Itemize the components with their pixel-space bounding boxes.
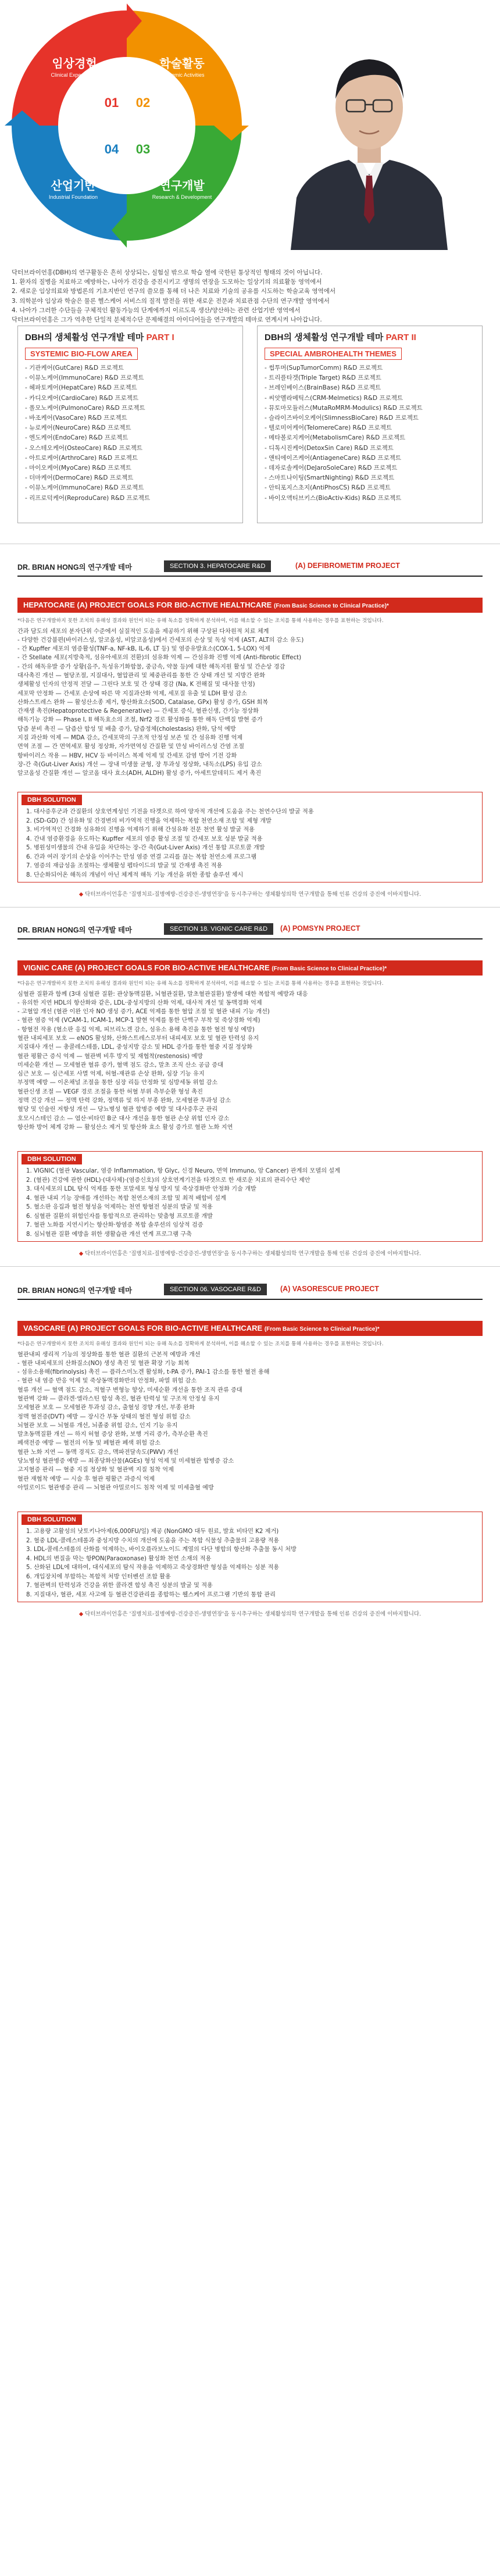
intro-p3: 2. 새로운 임상의료와 방법론의 기초지반인 연구의 쓸모를 통해 더 나은 치료와 기술의 공유를 시도하는 학술교육 영역에서 (12, 288, 336, 295)
project-line: - 간 Kupffer 세포의 염증활성(TNF-a, NF-kB, IL-6, LT 등) 및 염증유발효소(COX-1, 5-LOX) 억제 (17, 646, 270, 653)
project-line: 폐색전증 예방 — 혈전의 이동 및 폐혈관 폐색 위험 감소 (17, 1440, 160, 1447)
section-project: (A) POMSYN PROJECT (280, 924, 360, 932)
theme-item: - 카디오케어(CardioCare) R&D 프로젝트 (25, 394, 235, 403)
project-line: 말초동맥질환 개선 — 하지 허혈 증상 완화, 보행 거리 증가, 측부순환 촉진 (17, 1431, 208, 1438)
theme-item: - 디톡시진케어(DetoxSin Care) R&D 프로젝트 (265, 444, 475, 453)
project-line: 항산화 방어 체계 강화 — 활성산소 제거 및 항산화 효소 활성 증가로 혈관 노화 지연 (17, 1124, 233, 1131)
section-project: (A) VASORESCUE PROJECT (280, 1285, 379, 1293)
theme-item: - 오스테오케어(OsteoCare) R&D 프로젝트 (25, 444, 235, 453)
theme-part1-box (17, 326, 243, 523)
solution-item: 1. 대사증후군과 간질환의 상호연계성인 기전을 타겟으로 하여 양자적 개선에 도움을 주는 천연수단의 발굴 적용 (26, 809, 314, 815)
dbh-solution-box (17, 792, 483, 883)
seg3-sub: Research & Development (152, 194, 212, 200)
theme-item: - 헤파토케어(HepatCare) R&D 프로젝트 (25, 383, 235, 393)
theme-part1-title: DBH의 생체활성 연구개발 테마 PART I (25, 333, 174, 342)
project-line: 혈관신생 조절 — VEGF 경로 조절을 통한 허혈 부위 측부순환 형성 촉진 (17, 1088, 203, 1095)
dbh-solution-list (18, 808, 482, 880)
theme-item: - 폴모노케어(PulmonoCare) R&D 프로젝트 (25, 403, 235, 413)
num-03: 03 (135, 142, 151, 156)
hero-section (0, 0, 500, 324)
project-note: *다음은 연구개발하지 못한 조치의 유해성 결과와 원인이 되는 유해 독소를 정확하게 분석하여, 이를 해소할 수 있는 조치를 통해 사용하는 경우를 표현하는 것입니다. (17, 981, 384, 987)
theme-part2-title: DBH의 생체활성 연구개발 테마 PART II (265, 333, 416, 342)
project-line: 아밀로이드 혈관병증 관리 — 뇌혈관 아밀로이드 침착 억제 및 미세출혈 예방 (17, 1484, 214, 1491)
project-body (17, 1341, 483, 1492)
section-header-vasocare (17, 1282, 483, 1300)
dbh-solution-box (17, 1151, 483, 1242)
solution-item: 7. 혈관 노화를 지연시키는 항산화·항염증 복합 솔루션의 임상적 검증 (26, 1222, 203, 1228)
project-line: 알코올성 간질환 개선 — 알코올 대사 효소(ADH, ALDH) 활성 증가, 아세트알데히드 제거 촉진 (17, 770, 262, 777)
solution-item: 5. 혈소판 응집과 혈전 형성을 억제하는 천연 항혈전 성분의 발굴 및 적용 (26, 1204, 213, 1210)
project-line: 당뇨병성 혈관병증 예방 — 최종당화산물(AGEs) 형성 억제 및 미세혈관 합병증 감소 (17, 1458, 234, 1465)
solution-item: 5. 병원성미생물의 간내 유입을 차단하는 장-간 축(Gut-Liver Axis) 개선 통합 프로토콜 개발 (26, 845, 265, 851)
section-header-vignic (17, 922, 483, 939)
theme-item: - 앤티에이즈케어(AntiageneCare) R&D 프로젝트 (265, 453, 475, 463)
project-line: 산화스트레스 완화 — 활성산소종 제거, 항산화효소(SOD, Catalase, GPx) 활성 증가, GSH 회복 (17, 699, 269, 706)
theme-item: - 스마트나이팅(SmartNighting) R&D 프로젝트 (265, 473, 475, 483)
divider (0, 1266, 500, 1267)
project-line: 모세혈관 보호 — 모세혈관 투과성 감소, 출혈성 경향 개선, 부종 완화 (17, 1405, 195, 1412)
section-header-hepatocare (17, 559, 483, 577)
theme-item: - 슬라이즈바이오케어(SlimnessBioCare) R&D 프로젝트 (265, 413, 475, 423)
theme-part2-list (265, 363, 475, 503)
theme-item: - 기관케어(GutCare) R&D 프로젝트 (25, 363, 235, 373)
theme-item: - 뉴로케어(NeuroCare) R&D 프로젝트 (25, 423, 235, 433)
solution-item: 7. 혈관벽의 탄력성과 건강을 위한 콜라겐 합성 촉진 성분의 발굴 및 적용 (26, 1582, 213, 1589)
theme-item: - 이뮤노케어(ImmunoCare) R&D 프로젝트 (25, 483, 235, 493)
project-line: 항바이러스 작용 — HBV, HCV 등 바이러스 복제 억제 및 간세포 감염 방어 기전 강화 (17, 752, 237, 759)
theme-item: - 리프로덕케어(ReproduCare) R&D 프로젝트 (25, 494, 235, 503)
project-line: 혈당 및 인슐린 저항성 개선 — 당뇨병성 혈관 합병증 예방 및 대사증후군 관리 (17, 1106, 218, 1113)
project-line: - 항혈전 작용 (혈소판 응집 억제, 피브리노겐 감소, 섬유소 용해 촉진을 통한 혈전 형성 예방) (17, 1026, 255, 1033)
solution-item: 4. HDL의 변질을 막는 항PON(Paraoxonase) 활성화 천연 소재의 적용 (26, 1555, 212, 1562)
seg1-sub: Clinical Experiences (51, 72, 98, 78)
section-footer: ◆ 닥터브라이언홍은 '질병치료-질병예방-건강증진-생명연장'을 동시추구하는 생체활성의학 연구개발을 통해 인류 건강의 증진에 이바지합니다. (17, 1249, 483, 1257)
dbh-solution-heading: DBH SOLUTION (22, 795, 82, 805)
theme-item: - 안티포지스초지(AntiPhosCS) R&D 프로젝트 (265, 483, 475, 493)
project-line: 지질 과산화 억제 — MDA 감소, 간세포막의 구조적 안정성 보존 및 간 섬유화 진행 억제 (17, 735, 243, 742)
solution-item: 3. LDL-콜레스테롤의 산화를 억제하는, 바이오플라보노이드 계열의 다단 병합의 항산화 추출물 동시 처방 (26, 1546, 297, 1553)
theme-part1-list (25, 363, 235, 503)
project-line: 정맥 건강 개선 — 정맥 탄력 강화, 정맥류 및 하지 부종 완화, 모세혈관 투과성 감소 (17, 1098, 231, 1105)
solution-item: 5. 산화된 LDL에 대하여, 대식세포의 탐식 작용을 억제하고 죽상경화반 형성을 억제하는 성분 적용 (26, 1564, 280, 1571)
intro-text (12, 269, 488, 325)
seg4-title: 산업기반 (51, 180, 96, 192)
project-line: 지질대사 개선 — 총콜레스테롤, LDL, 중성지방 감소 및 HDL 증가를 통한 혈중 지질 정상화 (17, 1044, 253, 1051)
num-02: 02 (135, 95, 151, 110)
section-who: DR. BRIAN HONG의 연구개발 테마 (17, 563, 133, 571)
project-line: 혈관 노화 지연 — 동맥 경직도 감소, 맥파전달속도(PWV) 개선 (17, 1449, 179, 1456)
theme-item: - 뮤토마모듈러스(MutaRoMRM-Modulics) R&D 프로젝트 (265, 403, 475, 413)
solution-item: 1. VIGNIC (혈관 Vascular, 염증 Inflammation, 항 Glyc, 신경 Neuro, 면역 Immuno, 암 Cancer) 관계의 모델의 설계 (26, 1168, 340, 1174)
solution-item: 4. 간내 염증환경을 유도하는 Kupffer 세포의 염증 활성 조절 및 간세포 보호 성분 발굴 적용 (26, 835, 263, 842)
project-line: 세포막 안정화 — 간세포 손상에 따른 막 지질과산화 억제, 세포질 유출 및 LDH 활성 감소 (17, 690, 247, 697)
theme-part2-box (257, 326, 483, 523)
project-line: 대사촉진 개선 — 혈당조절, 지질대사, 혈압관리 및 체중관리를 통한 간 상태 개선 및 지방간 완화 (17, 672, 266, 679)
seg3-title: 연구개발 (159, 180, 205, 192)
intro-p5: 4. 나아가 그러한 수단들을 구체적인 활동가능의 단계에까지 이르도록 생산/양산하는 관련 산업기반 영역에서 (12, 306, 301, 314)
project-note: *다음은 연구개발하지 못한 조치의 유해성 결과와 원인이 되는 유해 독소를 정확하게 분석하여, 이를 해소할 수 있는 조치를 통해 사용하는 경우를 표현하는 것입니다. (17, 1341, 384, 1347)
intro-p4: 3. 의학분야 임상과 학술은 물론 헬스케어 서비스의 질적 발전을 위한 새로운 전문과 치료관점 수단의 연구개발 영역에서 (12, 297, 330, 305)
theme-item: - 엔도케어(EndoCare) R&D 프로젝트 (25, 433, 235, 443)
project-note: *다음은 연구개발하지 못한 조치의 유해성 결과와 원인이 되는 유해 독소를 정확하게 분석하여, 이를 해소할 수 있는 조치를 통해 사용하는 경우를 표현하는 것입니다. (17, 618, 384, 624)
project-line: 생체활성 인자의 안정적 전달 — 그린다 보호 및 간 상태 경감 (Na, K 전해질 및 대사물 안정) (17, 681, 255, 688)
project-line: 담즙 분비 촉진 — 담즙산 합성 및 배출 증가, 담즙정체(cholestasis) 완화, 담석 예방 (17, 726, 236, 733)
theme-part2-subtitle: SPECIAL AMBROHEALTH THEMES (265, 348, 402, 360)
solution-item: 2. (혈관) 건강에 관한 (HDL)·(대사체)·(염증신호)의 상호연계기전을 타겟으로 한 새로운 치료의 관리수단 제안 (26, 1177, 310, 1184)
section-project: (A) DEFIBROMETIM PROJECT (295, 562, 400, 570)
solution-item: 2. (SD-GD) 간 섬유화 및 간경변의 비가역적 진행을 억제하는 복합 천연소재 조합 및 제형 개발 (26, 817, 272, 824)
theme-item: - 바조케어(VasoCare) R&D 프로젝트 (25, 413, 235, 423)
project-line: 혈관 평활근 증식 억제 — 혈관벽 비후 방지 및 재협착(restenosis) 예방 (17, 1053, 203, 1060)
project-body (17, 980, 483, 1132)
solution-item: 4. 혈관 내피 기능 장애를 개선하는 복합 천연소재의 조합 및 최적 배합비 설계 (26, 1195, 226, 1202)
dbh-solution-box (17, 1512, 483, 1602)
theme-item: - 이뮤노케어(ImmunoCare) R&D 프로젝트 (25, 373, 235, 383)
research-themes (17, 326, 483, 535)
theme-item: - 바이오액티브키스(BioActiv-Kids) R&D 프로젝트 (265, 494, 475, 503)
project-line: 혈관 재협착 예방 — 시술 후 혈관 평활근 과증식 억제 (17, 1475, 155, 1482)
project-line: 혈관내피 생리적 기능의 정상화를 통한 혈관 질환의 근본적 예방과 개선 (17, 1351, 201, 1358)
project-line: 미세순환 개선 — 모세혈관 혈류 증가, 혈액 점도 감소, 말초 조직 산소 공급 증대 (17, 1062, 223, 1069)
intro-p1: 닥터브라이언홍(DBH)의 연구활동은 흔히 상상되는, 실험실 밖으로 학습 열에 국한된 통상적인 형태의 것이 아닙니다. (12, 269, 323, 276)
project-line: 호모시스테인 감소 — 엽산·비타민 B군 대사 개선을 통한 혈관 손상 위험 인자 감소 (17, 1115, 230, 1122)
project-line: 혈류 개선 — 혈액 점도 감소, 적혈구 변형능 향상, 미세순환 개선을 통한 조직 관류 증대 (17, 1387, 242, 1394)
project-line: 심근 보호 — 심근세포 사멸 억제, 허혈-재관류 손상 완화, 심장 기능 유지 (17, 1071, 205, 1078)
project-line: 부정맥 예방 — 이온채널 조절을 통한 심장 리듬 안정화 및 심방세동 위험 감소 (17, 1080, 218, 1087)
project-line: - 다양한 건강불편(바이러스성, 알코올성, 비알코올성)에서 간세포의 손상 및 독성 억제 (AST, ALT의 감소 유도) (17, 637, 304, 644)
doctor-portrait-image (273, 23, 465, 250)
solution-item: 6. 간과 여러 장기의 손상을 이어주는 만성 염증 연결 고리를 끊는 복합 천연소재 프로그램 (26, 853, 257, 860)
project-line: - 혈관 내 염증 반응 억제 및 죽상동맥경화반의 안정화, 파열 위험 감소 (17, 1378, 197, 1385)
solution-item: 8. 지질대사, 혈관, 세포 사고에 등 혈관건강관리를 종합하는 웰스케어 프로그램 기반의 통합 관리 (26, 1591, 276, 1598)
project-line: 혈관벽 강화 — 콜라겐·엘라스틴 합성 촉진, 혈관 탄력성 및 구조적 안정성 유지 (17, 1395, 220, 1402)
project-line: 고지혈증 관리 — 혈중 지질 정상화 및 혈관벽 지질 침착 억제 (17, 1467, 174, 1474)
theme-item: - 메타볼로지케어(MetabolismCare) R&D 프로젝트 (265, 433, 475, 443)
num-01: 01 (104, 95, 119, 110)
project-goal-bar: VIGNIC CARE (A) PROJECT GOALS FOR BIO-ACTIVE HEALTHCARE (From Basic Science to Clinical Practice)* (17, 960, 483, 976)
project-line: - 혈관 염증 억제 (VCAM-1, ICAM-1, MCP-1 발현 억제를 통한 단핵구 부착 및 죽상경화 억제) (17, 1017, 260, 1024)
project-lines (17, 1350, 483, 1493)
theme-item: - 아트로케어(ArthroCare) R&D 프로젝트 (25, 453, 235, 463)
section-footer: ◆ 닥터브라이언홍은 '질병치료-질병예방-건강증진-생명연장'을 동시추구하는 생체활성의학 연구개발을 통해 인류 건강의 증진에 이바지합니다. (17, 889, 483, 898)
dbh-solution-list (18, 1527, 482, 1599)
project-line: - 고혈압 개선 (혈관 이완 인자 NO 생성 증가, ACE 억제를 통한 혈압 조절 및 혈관 내피 기능 개선) (17, 1009, 270, 1016)
divider (0, 907, 500, 908)
num-04: 04 (104, 142, 119, 156)
theme-item: - 씨앗멜라메틱스(CRM-Melmetics) R&D 프로젝트 (265, 394, 475, 403)
intro-p2: 1. 환자의 질병을 치료하고 예방하는, 나아가 건강을 증진시키고 생명의 연장을 도모하는 일상기의 의료활동 영역에서 (12, 278, 322, 286)
solution-item: 6. 개입장치에 부합하는 복합적 처방 인터벤션 조합 활용 (26, 1573, 171, 1580)
project-line: - 섬유소용해(fibrinolysis) 촉진 — 플라스미노겐 활성화, t-PA 증가, PAI-1 감소를 통한 혈전 용해 (17, 1369, 270, 1376)
project-line: 혈관 내피세포 보호 — eNOS 활성화, 산화스트레스로부터 내피세포 보호 및 혈관 탄력성 유지 (17, 1035, 259, 1042)
project-lines (17, 627, 483, 778)
dbh-solution-heading: DBH SOLUTION (22, 1514, 82, 1525)
section-who: DR. BRIAN HONG의 연구개발 테마 (17, 926, 133, 934)
intro-p6: 닥터브라이언홍은 그가 역추한 단일적 분체적수단 문제해결의 아이디어들을 연구개발의 테마로 연계시켜 나아갑니다. (12, 316, 322, 324)
seg2-title: 학술활동 (159, 58, 205, 70)
project-line: - 간 Stellate 세포(지방축적, 섬유아세포의 전환)의 섬유화 억제 — 간섬유화 진행 억제 (Anti-fibrotic Effect) (17, 655, 302, 662)
section-who: DR. BRIAN HONG의 연구개발 테마 (17, 1287, 133, 1295)
solution-item: 3. 비가역적인 간경화 섬유화의 진행을 억제하기 위해 간섬유화 전문 천연 활성 발굴 적용 (26, 827, 255, 833)
theme-item: - 트리플타겟(Triple Target) R&D 프로젝트 (265, 373, 475, 383)
seg2-sub: Academic Activities (159, 72, 205, 78)
project-line: - 간의 해독유발 증가 상황(음주, 독성유기화합물, 중금속, 약물 등)에 대한 해독지원 활성 및 간손상 경감 (17, 663, 285, 670)
solution-item: 7. 염증의 재급성을 조절하는 생체활성 펩타이드의 발굴 및 간재생 촉진 적용 (26, 863, 223, 869)
theme-item: - 데자로솔케어(DeJaroSoleCare) R&D 프로젝트 (265, 463, 475, 473)
project-line: 뇌혈관 보호 — 뇌혈류 개선, 뇌졸중 위험 감소, 인지 기능 유지 (17, 1422, 178, 1429)
project-line: 간재생 촉진(Hepatoprotective & Regenerative) — 간세포 증식, 혈관신생, 간기능 정상화 (17, 708, 259, 715)
section-footer: ◆ 닥터브라이언홍은 '질병치료-질병예방-건강증진-생명연장'을 동시추구하는 생체활성의학 연구개발을 통해 인류 건강의 증진에 이바지합니다. (17, 1609, 483, 1617)
theme-item: - 더마케어(DermoCare) R&D 프로젝트 (25, 473, 235, 483)
project-goal-bar: HEPATOCARE (A) PROJECT GOALS FOR BIO-ACTIVE HEALTHCARE (From Basic Science to Clinical Practice)* (17, 598, 483, 613)
solution-item: 6. 심혈관 질환의 위험인자를 통합적으로 관리하는 맞춤형 프로토콜 개발 (26, 1213, 213, 1220)
project-line: 정맥 혈전증(DVT) 예방 — 장시간 부동 상태의 혈전 형성 위험 감소 (17, 1413, 191, 1420)
dbh-solution-heading: DBH SOLUTION (22, 1154, 82, 1164)
theme-item: - 텔로미어케어(TelomereCare) R&D 프로젝트 (265, 423, 475, 433)
solution-item: 1. 고용량 고활성의 낫토키나아제(6,000FU/일) 제공 (NonGMO 대두 원료, 발효 비타민 K2 제거) (26, 1528, 279, 1535)
project-line: 간과 담도의 세포의 분자단위 수준에서 실질적인 도움을 제공하기 위해 구상된 다차원적 치료 체계 (17, 628, 269, 635)
project-lines (17, 990, 483, 1132)
project-line: 면역 조절 — 간 면역세포 활성 정상화, 자가면역성 간질환 및 만성 바이러스성 간염 조절 (17, 744, 245, 751)
project-line: 해독기능 강화 — Phase I, II 해독효소의 조절, Nrf2 경로 활성화를 통한 해독 단백질 발현 증가 (17, 717, 263, 724)
solution-item: 2. 혈중 LDL·콜레스테롤과 중성지방 수치의 개선에 도움을 주는 복합 식물성 추출물의 고용량 적용 (26, 1537, 280, 1544)
project-goal-bar: VASOCARE (A) PROJECT GOALS FOR BIO-ACTIVE HEALTHCARE (From Basic Science to Clinical Practice)* (17, 1321, 483, 1336)
theme-part1-subtitle: SYSTEMIC BIO-FLOW AREA (25, 348, 138, 360)
research-cycle-diagram (5, 3, 249, 248)
section-tag: SECTION 06. VASOCARE R&D (164, 1284, 267, 1295)
theme-item: - 브레인베이스(BrainBase) R&D 프로젝트 (265, 383, 475, 393)
project-body (17, 617, 483, 778)
section-tag: SECTION 18. VIGNIC CARE R&D (164, 923, 273, 935)
theme-item: - 마이오케어(MyoCare) R&D 프로젝트 (25, 463, 235, 473)
seg4-sub: Industrial Foundation (48, 194, 98, 200)
project-line: 심혈관 질환과 함께 (3대 심혈관 질환: 관상동맥질환, 뇌혈관질환, 말초혈관질환) 발생에 대한 복합적 예방과 대응 (17, 991, 308, 998)
solution-item: 8. 심뇌혈관 질환 예방을 위한 생활습관 개선 연계 프로그램 구축 (26, 1231, 192, 1238)
solution-item: 8. 단순화되어온 해독의 개념이 아닌 체계적 해독 기능 개선을 위한 종합 솔루션 제시 (26, 871, 244, 878)
solution-item: 3. 대식세포의 LDL 탐식 억제를 통한 포말세포 형성 방지 및 죽상경화반 안정화 기술 개발 (26, 1186, 256, 1192)
seg1-title: 임상경험 (52, 58, 97, 70)
section-tag: SECTION 3. HEPATOCARE R&D (164, 560, 271, 572)
theme-item: - 썹투머(SupTumorComm) R&D 프로젝트 (265, 363, 475, 373)
project-line: - 유의한 지연 HDL의 항산화와 같은, LDL·중성지방의 산화 억제, 대사적 개선 및 동맥경화 억제 (17, 999, 262, 1006)
project-line: 장-간 축(Gut-Liver Axis) 개선 — 장내 미생물 균형, 장 투과성 정상화, 내독소(LPS) 유입 감소 (17, 761, 262, 768)
project-line: - 혈관 내피세포의 산화질소(NO) 생성 촉진 및 혈관 확장 기능 회복 (17, 1360, 190, 1367)
dbh-solution-list (18, 1167, 482, 1239)
